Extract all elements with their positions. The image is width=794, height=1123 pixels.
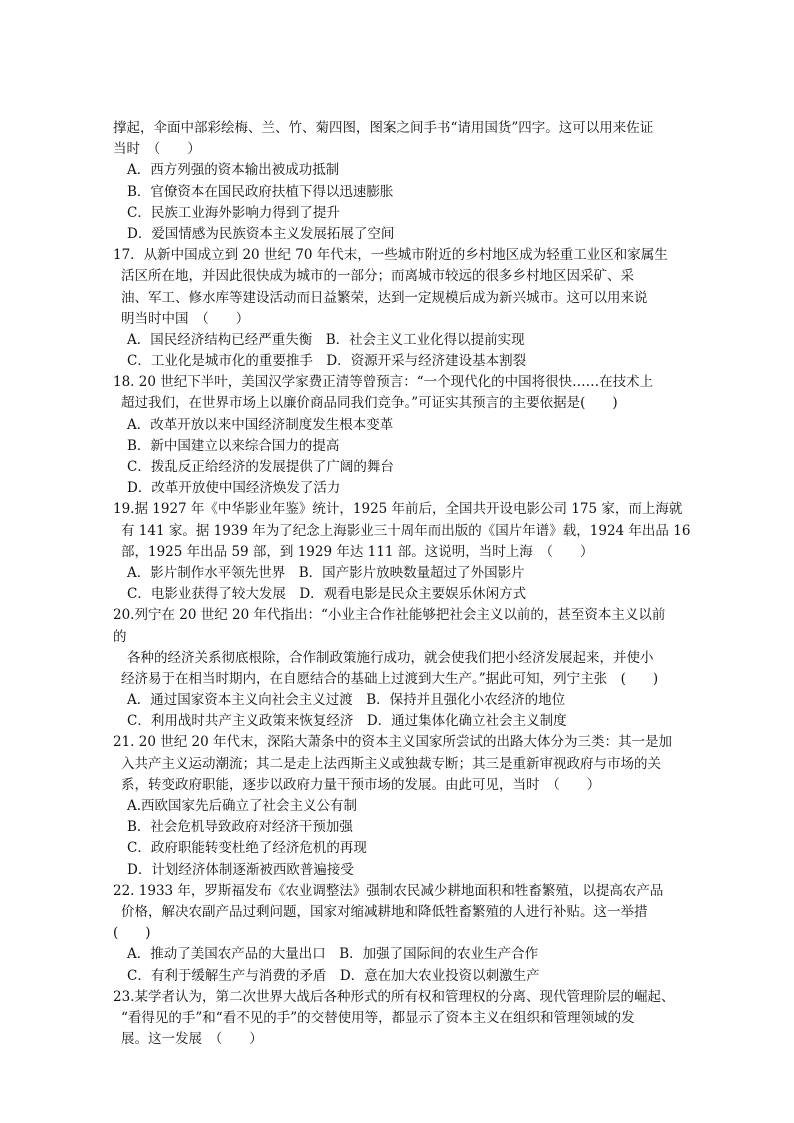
answer-option: C．利用战时共产主义政策来恢复经济 D．通过集体化确立社会主义制度 xyxy=(127,713,567,730)
text-line: 18. 20 世纪下半叶，美国汉学家费正清等曾预言：“一个现代化的中国将很快……在技术上 xyxy=(113,374,654,391)
answer-option: A．国民经济结构已经严重失衡 B．社会主义工业化得以提前实现 xyxy=(127,331,525,348)
text-line: 入共产主义运动潮流；其二是走上法西斯主义或独裁专断；其三是重新审视政府与市场的关 xyxy=(121,755,661,772)
text-line: ( ) xyxy=(113,925,151,942)
text-line: 超过我们，在世界市场上以廉价商品同我们竞争。”可证实其预言的主要依据是( ) xyxy=(121,395,618,412)
text-line: 19.据 1927 年《中华影业年鉴》统计，1925 年前后，全国共开设电影公司 175 家，而上海就 xyxy=(113,501,683,518)
answer-option: C．有利于缓解生产与消费的矛盾 D．意在加大农业投资以刺激生产 xyxy=(127,967,540,984)
text-line: 活区所在地，并因此很快成为城市的一部分；而离城市较远的很多乡村地区因采矿、采 xyxy=(121,268,634,285)
answer-option: A．推动了美国农产品的大量出口 B．加强了国际间的农业生产合作 xyxy=(127,946,539,963)
text-line: 的 xyxy=(113,628,127,645)
answer-option: C．民族工业海外影响力得到了提升 xyxy=(127,204,340,221)
answer-option: C．拨乱反正给经济的发展提供了广阔的舞台 xyxy=(127,459,394,475)
text-line: 各种的经济关系彻底根除，合作制政策施行成功，就会使我们把小经济发展起来，并使小 xyxy=(127,649,654,666)
exam-page xyxy=(113,118,699,1050)
text-line: 油、军工、修水库等建设活动而日益繁荣，达到一定规模后成为新兴城市。这可以用来说 xyxy=(121,289,648,306)
answer-option: A．西方列强的资本输出被成功抵制 xyxy=(127,162,340,179)
text-line: 展。这一发展 （ ） xyxy=(121,1031,263,1048)
answer-option: C．工业化是城市化的重要推手 D．资源开采与经济建设基本割裂 xyxy=(127,353,527,370)
text-line: 当时 （ ） xyxy=(113,141,201,158)
answer-option: D．爱国情感为民族资本主义发展拓展了空间 xyxy=(127,225,395,242)
text-line: “看得见的手”和“看不见的手”的交替使用等，都显示了资本主义在组织和管理领域的发 xyxy=(121,1009,635,1026)
answer-option: B．新中国建立以来综合国力的提高 xyxy=(127,437,340,454)
text-line: 价格，解决农副产品过剩问题，国家对缩减耕地和降低牲畜繁殖的人进行补贴。这一举措 xyxy=(121,903,648,920)
answer-option: A．影片制作水平领先世界 B．国产影片放映数量超过了外国影片 xyxy=(127,564,525,581)
text-line: 22. 1933 年，罗斯福发布《农业调整法》强制农民减少耕地面积和牲畜繁殖，以提高农产品 xyxy=(113,882,664,899)
text-line: 撑起，伞面中部彩绘梅、兰、竹、菊四图，图案之间手书“请用国货”四字。这可以用来佐证 xyxy=(113,120,654,136)
answer-option: A.西欧国家先后确立了社会主义公有制 xyxy=(127,798,358,814)
answer-option: D．改革开放使中国经济焕发了活力 xyxy=(127,480,341,497)
answer-option: D．计划经济体制逐渐被西欧普遍接受 xyxy=(127,861,354,878)
answer-option: C．电影业获得了较大发展 D．观看电影是民众主要娱乐休闲方式 xyxy=(127,586,527,603)
text-line: 明当时中国 （ ） xyxy=(121,310,250,327)
answer-option: B．官僚资本在国民政府扶植下得以迅速膨胀 xyxy=(127,183,394,200)
text-line: 经济易于在相当时期内，在自愿结合的基础上过渡到大生产。”据此可知，列宁主张 ( ) xyxy=(121,670,659,687)
text-line: 系，转变政府职能，逐步以政府力量干预市场的发展。由此可见，当时 （ ） xyxy=(121,776,601,793)
text-line: 有 141 家。据 1939 年为了纪念上海影业三十周年而出版的《国片年谱》载，1924 年出品 16 xyxy=(121,522,691,539)
text-line: 21. 20 世纪 20 年代末，深陷大萧条中的资本主义国家所尝试的出路大体分为三类：其一是加 xyxy=(113,734,672,751)
answer-option: A．改革开放以来中国经济制度发生根本变革 xyxy=(127,416,394,433)
text-line: 17．从新中国成立到 20 世纪 70 年代末，一些城市附近的乡村地区成为轻重工业区和家属生 xyxy=(113,247,668,264)
text-line: 部，1925 年出品 59 部，到 1929 年达 111 部。这说明，当时上海 （ ） xyxy=(121,543,594,560)
text-line: 20.列宁在 20 世纪 20 年代指出：“小业主合作社能够把社会主义以前的，甚至资本主义以前 xyxy=(113,607,666,624)
answer-option: A．通过国家资本主义向社会主义过渡 B．保持并且强化小农经济的地位 xyxy=(127,692,566,709)
answer-option: C．政府职能转变杜绝了经济危机的再现 xyxy=(127,840,367,857)
answer-option: B．社会危机导致政府对经济干预加强 xyxy=(127,819,353,836)
text-line: 23.某学者认为，第二次世界大战后各种形式的所有权和管理权的分离、现代管理阶层的崛起、 xyxy=(113,988,675,1005)
